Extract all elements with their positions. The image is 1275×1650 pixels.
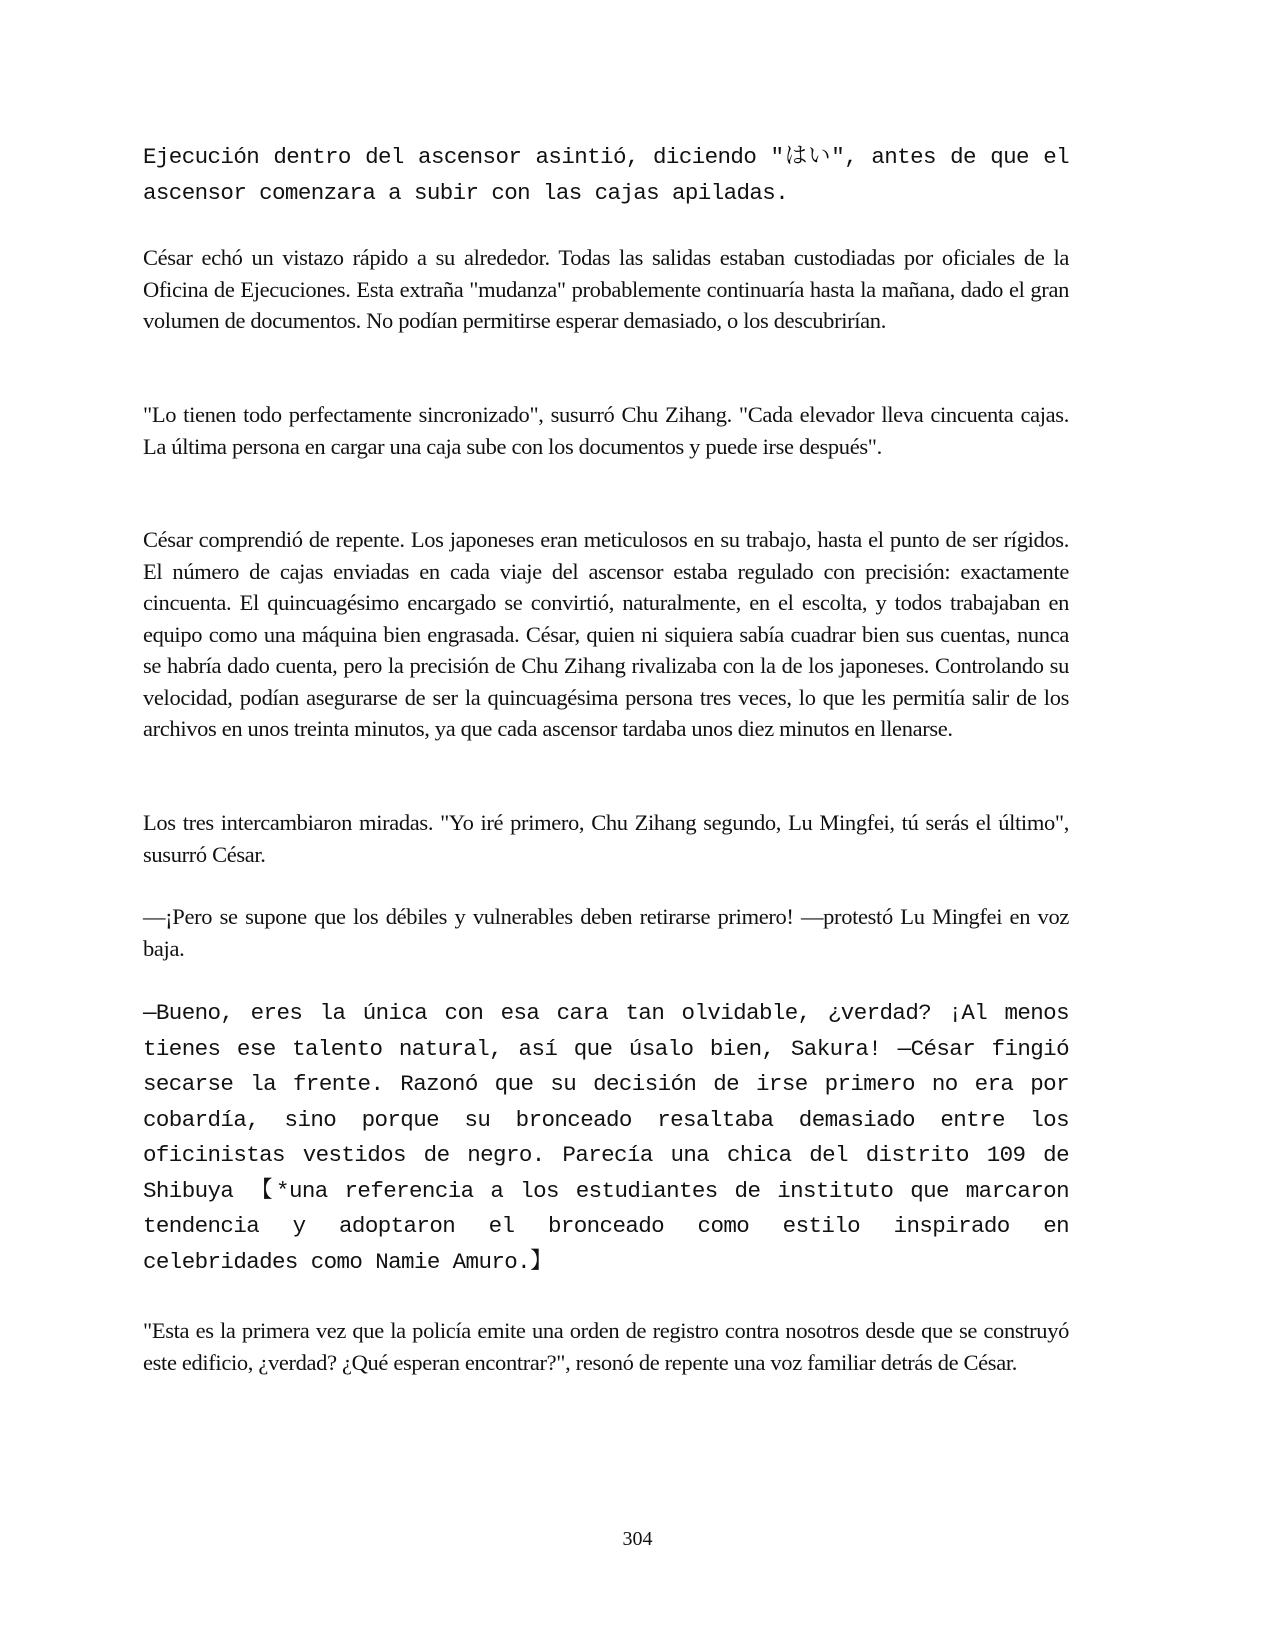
paragraph-familiar-voice: "Esta es la primera vez que la policía emite una orden de registro contra nosotros desde que se construyó este edificio, ¿verdad? ¿Qué esperan encontrar?", resonó de repente una voz familiar detrás de César. (143, 1318, 1069, 1375)
paragraph-chu-zihang-whisper: "Lo tienen todo perfectamente sincronizado", susurró Chu Zihang. "Cada elevador lleva cincuenta cajas. La última persona en cargar una caja sube con los documentos y puede irse después". (143, 402, 1069, 459)
paragraph-cesar-understood: César comprendió de repente. Los japoneses eran meticulosos en su trabajo, hasta el punto de ser rígidos. El número de cajas enviadas en cada viaje del ascensor estaba regulado con precisión: exactamente cincuenta. El quincuagésimo encargado se convirtió, naturalmente, en el escolta, y todos trabajaban en equipo como una máquina bien engrasada. César, quien ni siquiera sabía cuadrar bien sus cuentas, nunca se habría dado cuenta, pero la precisión de Chu Zihang rivalizaba con la de los japoneses. Controlando su velocidad, podían asegurarse de ser la quincuagésima persona tres veces, lo que les permitía salir de los archivos en unos treinta minutos, ya que cada ascensor tardaba unos diez minutos en llenarse. (143, 527, 1069, 741)
paragraph-sakura-remark: —Bueno, eres la única con esa cara tan olvidable, ¿verdad? ¡Al menos tienes ese talento natural, así que úsalo bien, Sakura! —César fingió secarse la frente. Razonó que su decisión de irse primero no era por cobardía, sino porque su bronceado resaltaba demasiado entre los oficinistas vestidos de negro. Parecía una chica del distrito 109 de Shibuya 【*una referencia a los estudiantes de instituto que marcaron tendencia y adoptaron el bronceado como estilo inspirado en celebridades como Namie Amuro.】 (143, 1000, 1069, 1275)
paragraph-lu-mingfei-protest: —¡Pero se supone que los débiles y vulnerables deben retirarse primero! —protestó Lu Mingfei en voz baja. (143, 904, 1069, 961)
page-number: 304 (622, 1528, 653, 1550)
paragraph-exchanged-looks: Los tres intercambiaron miradas. "Yo iré primero, Chu Zihang segundo, Lu Mingfei, tú serás el último", susurró César. (143, 810, 1069, 867)
paragraph-cesar-glance: César echó un vistazo rápido a su alrededor. Todas las salidas estaban custodiadas por oficiales de la Oficina de Ejecuciones. Esta extraña "mudanza" probablemente continuaría hasta la mañana, dado el gran volumen de documentos. No podían permitirse esperar demasiado, o los descubrirían. (143, 245, 1069, 333)
paragraph-elevator-nod: Ejecución dentro del ascensor asintió, diciendo "はい", antes de que el ascensor comenzara a subir con las cajas apiladas. (143, 144, 1069, 206)
